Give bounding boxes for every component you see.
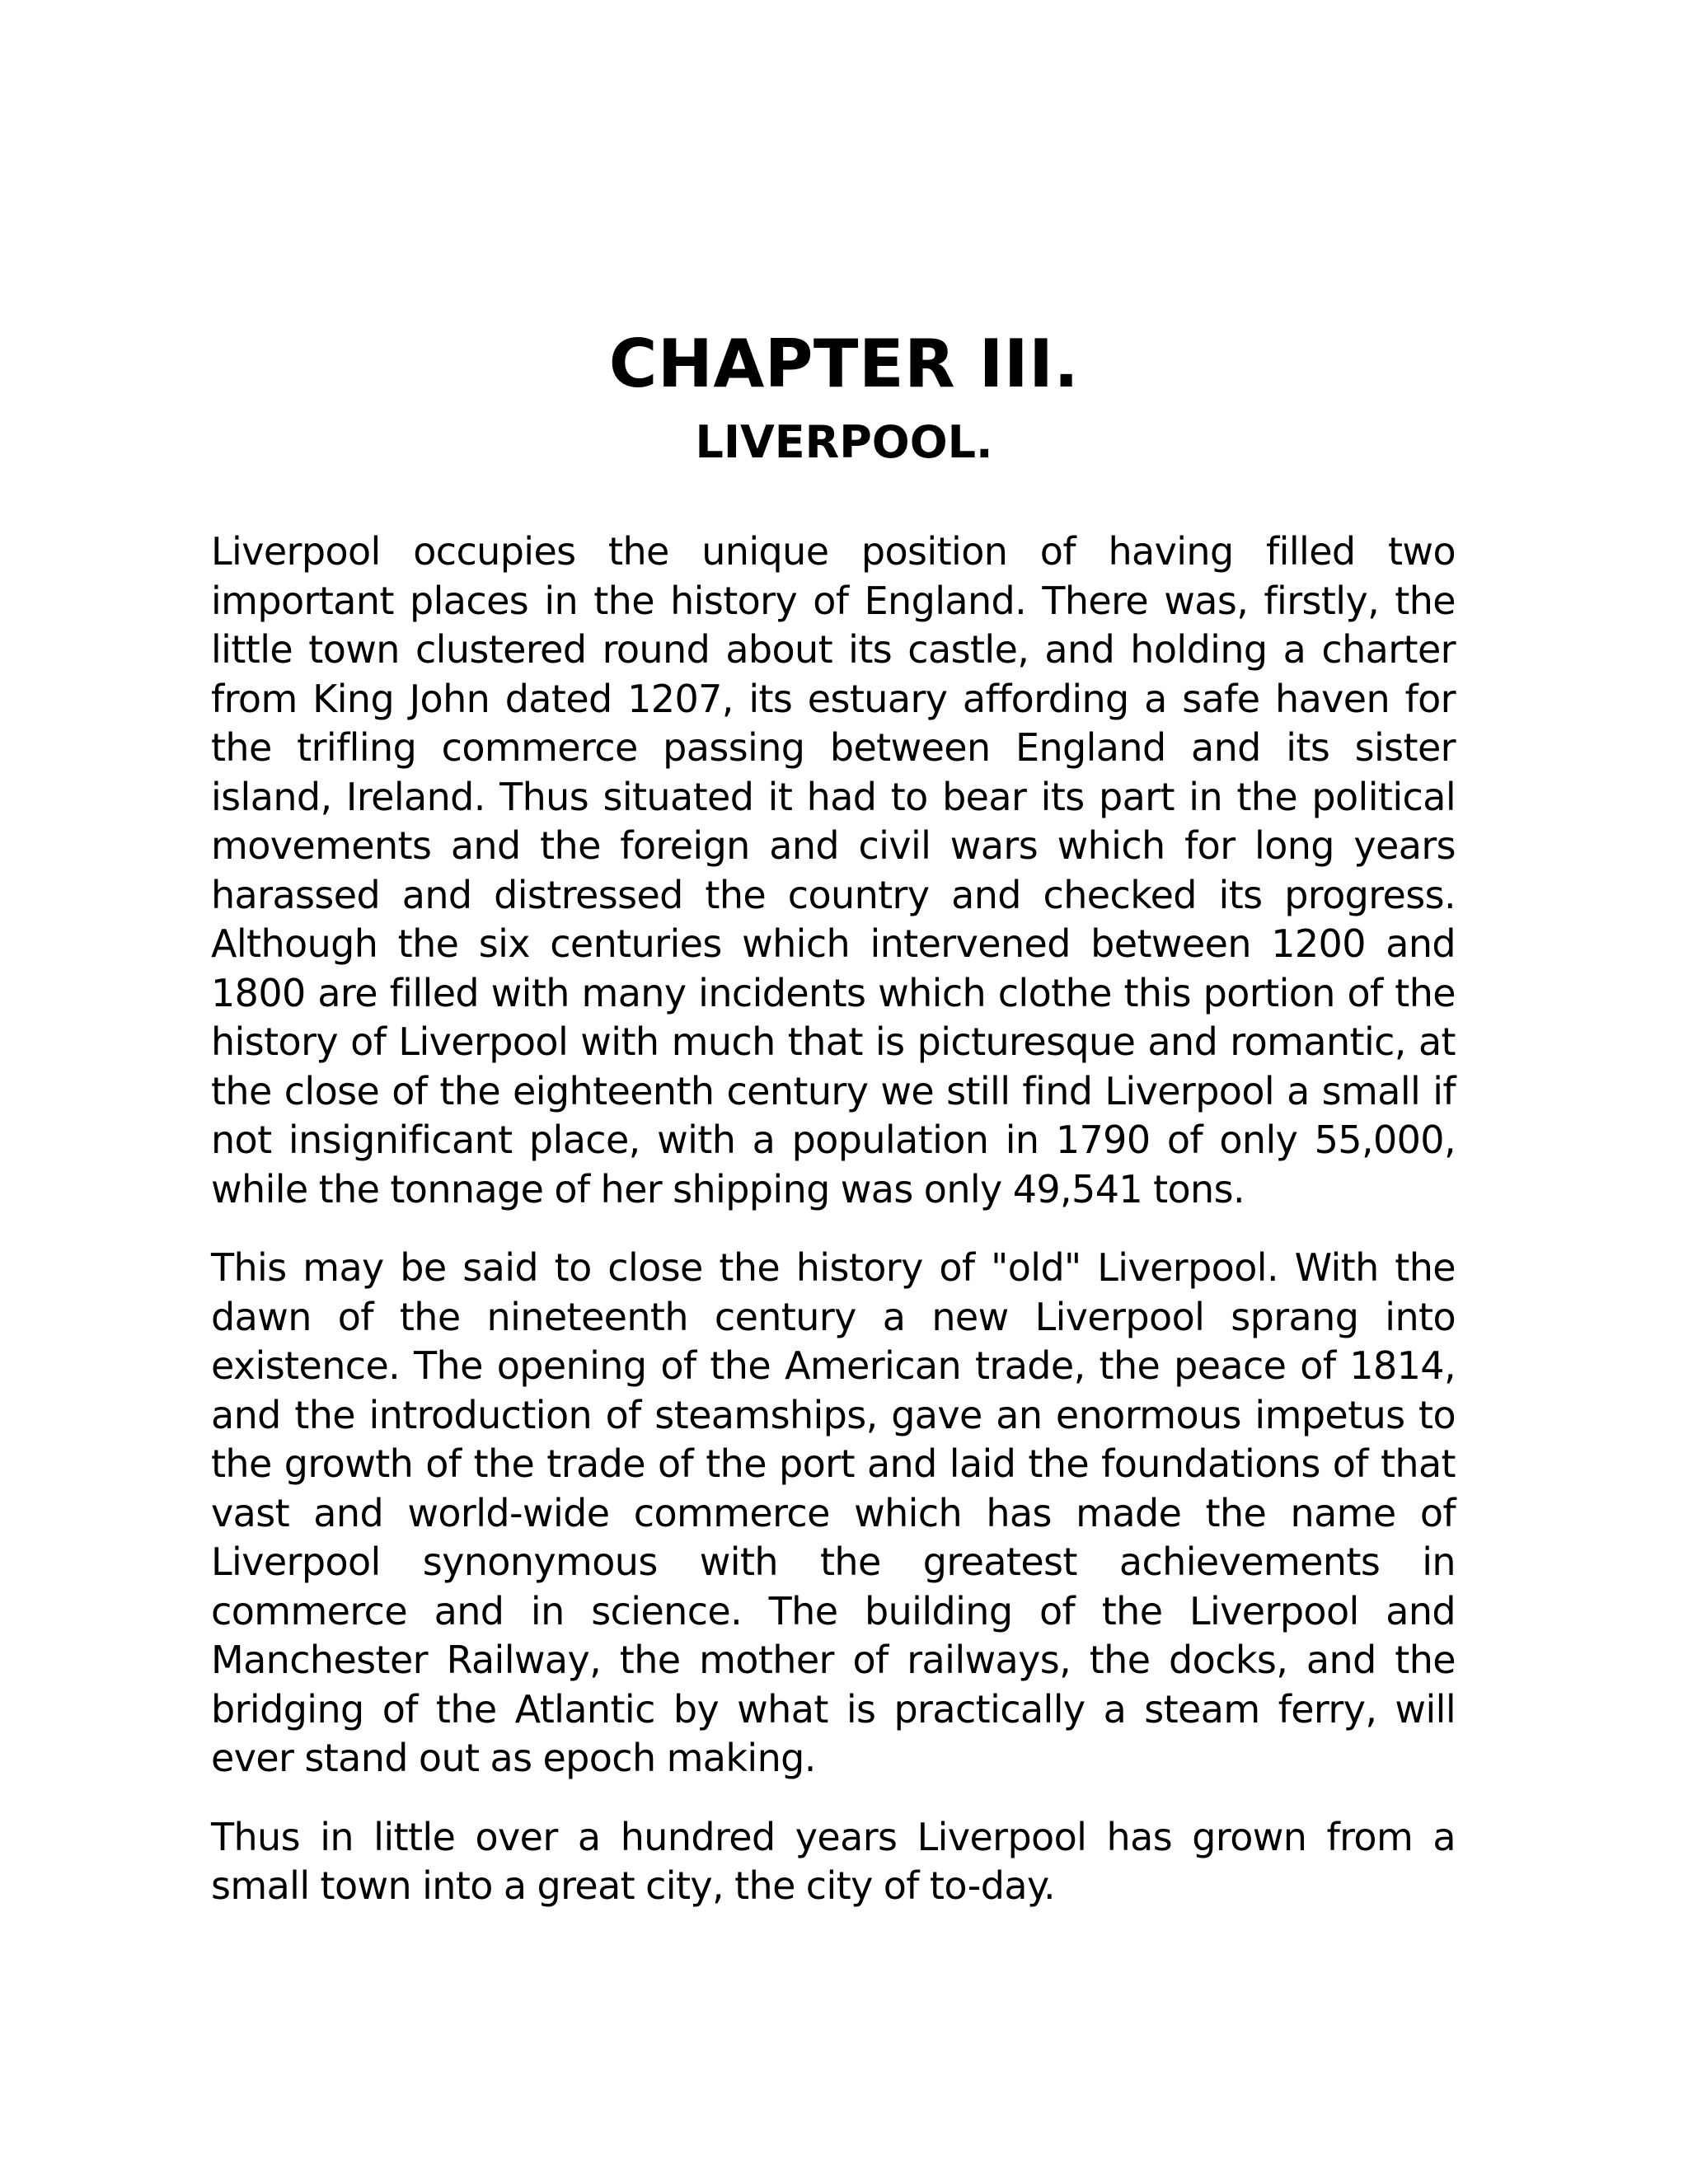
paragraph-1: Liverpool occupies the unique position of having filled two important places in the history of England. There was, firstly, the little town clustered round about its castle, and holding a charter from King John dated 1207, its estuary affording a safe haven for the trifling commerce passing between England and its sister island, Ireland. Thus situated it had to bear its part in the political movements and the foreign and civil wars which for long years harassed and distressed the country and checked its progress. Although the six centuries which intervened between 1200 and 1800 are filled with many incidents which clothe this portion of the history of Liverpool with much that is picturesque and romantic, at the close of the eighteenth century we still find Liverpool a small if not insignificant place, with a population in 1790 of only 55,000, while the tonnage of her shipping was only 49,541 tons. bbox=[211, 529, 1456, 1212]
chapter-body bbox=[211, 527, 1456, 1941]
chapter-subtitle: LIVERPOOL. bbox=[695, 416, 993, 468]
paragraph-3: Thus in little over a hundred years Liverpool has grown from a small town into a great city, the city of to-day. bbox=[211, 1814, 1456, 1908]
paragraph-2: This may be said to close the history of "old" Liverpool. With the dawn of the nineteenth century a new Liverpool sprang into existence. The opening of the American trade, the peace of 1814, and the introduction of steamships, gave an enormous impetus to the growth of the trade of the port and laid the foundations of that vast and world-wide commerce which has made the name of Liverpool synonymous with the greatest achievements in commerce and in science. The building of the Liverpool and Manchester Railway, the mother of railways, the docks, and the bridging of the Atlantic by what is practically a steam ferry, will ever stand out as epoch making. bbox=[211, 1245, 1456, 1780]
chapter-title: CHAPTER III. bbox=[608, 326, 1080, 402]
